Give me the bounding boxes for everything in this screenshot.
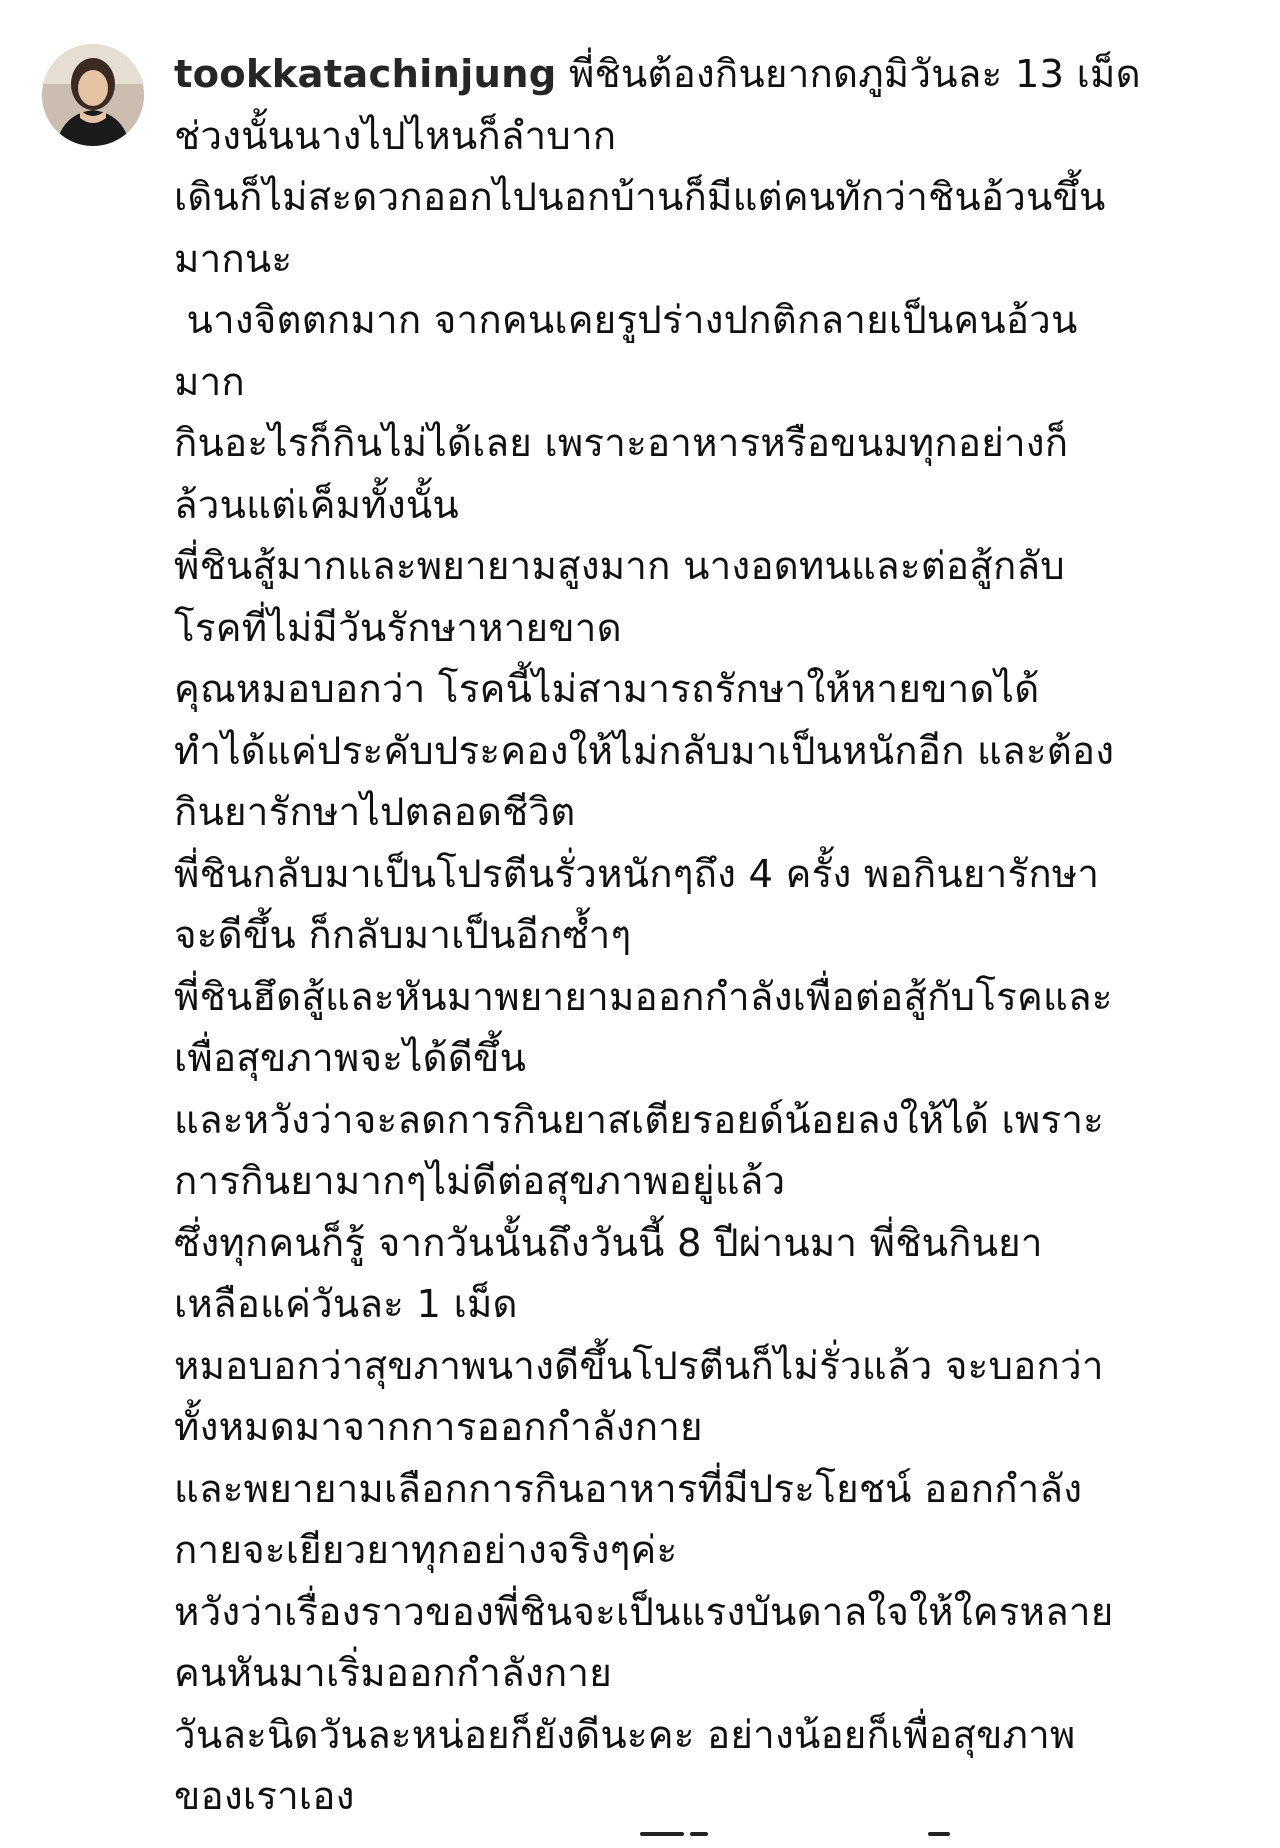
comment-line: คนหันมาเริ่มออกกำลังกาย	[174, 1651, 612, 1696]
comment-line: เพื่อสุขภาพจะได้ดีขึ้น	[174, 1036, 527, 1081]
comment-line: หมอบอกว่าสุขภาพนางดีขึ้นโปรตีนก็ไม่รั่วแล้ว จะบอกว่า	[174, 1343, 1104, 1389]
comment-line: ทั้งหมดมาจากการออกกำลังกาย	[174, 1405, 703, 1450]
cut-off-glyph	[690, 1832, 708, 1836]
comment-line: พี่ชินสู้มากและพยายามสูงมาก นางอดทนและต่อสู้กลับ	[174, 544, 1065, 589]
comment-line: พี่ชินฮึดสู้และหันมาพยายามออกกำลังเพื่อต่อสู้กับโรคและ	[174, 974, 1113, 1020]
comment-line: มาก	[174, 359, 245, 405]
comment-first-line	[174, 44, 1254, 106]
comment-line: และหวังว่าจะลดการกินยาสเตียรอยด์น้อยลงให้ได้ เพราะ	[174, 1097, 1105, 1143]
comment-line: นางจิตตกมาก จากคนเคยรูปร่างปกติกลายเป็นคนอ้วน	[174, 298, 1078, 343]
cut-off-next-line	[0, 1832, 1280, 1848]
comment-line: กินยารักษาไปตลอดชีวิต	[174, 790, 576, 835]
comment-line: และพยายามเลือกการกินอาหารที่มีประโยชน์ ออกกำลัง	[174, 1466, 1083, 1512]
comment-line: ทำได้แค่ประคับประคองให้ไม่กลับมาเป็นหนักอีก และต้อง	[174, 728, 1115, 774]
comment-line: วันละนิดวันละหน่อยก็ยังดีนะคะ อย่างน้อยก็เพื่อสุขภาพ	[174, 1712, 1076, 1758]
comment-text	[174, 44, 1254, 1828]
comment-first-line-text: พี่ชินต้องกินยากดภูมิวันละ 13 เม็ด	[568, 52, 1141, 97]
comment-line: ช่วงนั้นนางไปไหนก็ลำบาก	[174, 113, 617, 159]
comment-line: ของเราเอง	[174, 1774, 355, 1819]
profile-photo-icon	[42, 44, 144, 146]
comment-line: พี่ชินกลับมาเป็นโปรตีนรั่วหนักๆถึง 4 ครั้ง พอกินยารักษา	[174, 851, 1100, 897]
comment-username[interactable]: tookkatachinjung	[174, 52, 557, 97]
comment-line: จะดีขึ้น ก็กลับมาเป็นอีกซ้ำๆ	[174, 913, 632, 958]
comment-line: โรคที่ไม่มีวันรักษาหายขาด	[174, 605, 622, 651]
comment-lines	[174, 106, 1254, 1828]
comment-line: มากนะ	[174, 236, 293, 282]
comment-line: กายจะเยียวยาทุกอย่างจริงๆค่ะ	[174, 1528, 678, 1573]
comment-line: ล้วนแต่เค็มทั้งนั้น	[174, 482, 459, 528]
comment-line: ซึ่งทุกคนก็รู้ จากวันนั้นถึงวันนี้ 8 ปีผ่านมา พี่ชินกินยา	[174, 1220, 1043, 1266]
comment-line: หวังว่าเรื่องราวของพี่ชินจะเป็นแรงบันดาลใจให้ใครหลาย	[174, 1589, 1114, 1635]
cut-off-glyph	[640, 1832, 684, 1836]
cut-off-glyph	[928, 1832, 950, 1836]
avatar[interactable]	[42, 44, 144, 146]
comment-line: เหลือแค่วันละ 1 เม็ด	[174, 1282, 518, 1327]
comment-line: การกินยามากๆไม่ดีต่อสุขภาพอยู่แล้ว	[174, 1159, 786, 1204]
comment-line: คุณหมอบอกว่า โรคนี้ไม่สามารถรักษาให้หายขาดได้	[174, 667, 1040, 712]
comment-line: กินอะไรก็กินไม่ได้เลย เพราะอาหารหรือขนมทุกอย่างก็	[174, 421, 1069, 466]
comment-line: เดินก็ไม่สะดวกออกไปนอกบ้านก็มีแต่คนทักว่าชินอ้วนขึ้น	[174, 175, 1106, 220]
